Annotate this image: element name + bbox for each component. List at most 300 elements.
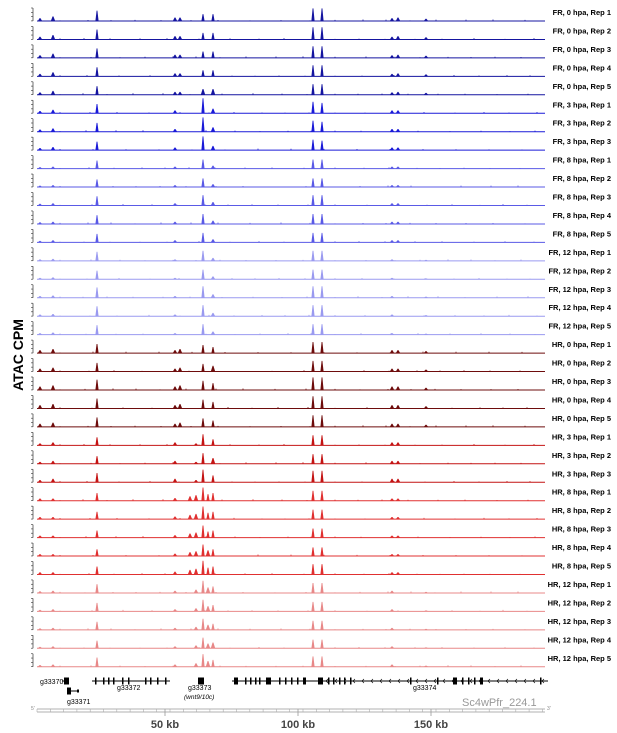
atac-peak xyxy=(424,388,428,390)
track-label: FR, 12 hpa, Rep 5 xyxy=(548,321,611,331)
track-row xyxy=(31,303,612,316)
atac-peak xyxy=(38,167,42,169)
atac-peak xyxy=(424,93,428,95)
atac-peak xyxy=(320,491,323,501)
atac-peak xyxy=(51,479,55,482)
atac-peak xyxy=(396,148,400,151)
track-label: FR, 0 hpa, Rep 1 xyxy=(552,8,611,17)
atac-peak xyxy=(38,498,42,500)
atac-peak xyxy=(201,487,204,500)
atac-peak xyxy=(396,498,400,500)
atac-peak xyxy=(311,214,314,224)
atac-peak xyxy=(311,621,314,630)
track-row xyxy=(31,229,611,242)
exon xyxy=(165,678,167,685)
atac-peak xyxy=(51,404,55,408)
atac-peak xyxy=(206,550,210,556)
atac-peak xyxy=(206,568,209,575)
atac-peak xyxy=(211,184,215,187)
atac-peak xyxy=(51,203,55,205)
atac-peak xyxy=(38,591,42,593)
atac-peak xyxy=(173,259,177,261)
atac-peak xyxy=(211,421,214,427)
track-label: FR, 12 hpa, Rep 2 xyxy=(548,266,611,276)
track-label: HR, 8 hpa, Rep 2 xyxy=(551,506,611,516)
atac-peak xyxy=(390,278,394,279)
atac-peak xyxy=(51,498,55,500)
atac-peak xyxy=(320,178,323,187)
atac-peak xyxy=(311,602,314,612)
track-label: HR, 8 hpa, Rep 1 xyxy=(551,487,611,497)
atac-peak xyxy=(396,479,400,482)
atac-peak xyxy=(173,278,177,279)
atac-peak xyxy=(211,52,214,58)
atac-peak xyxy=(396,240,400,242)
atac-peak xyxy=(390,148,394,151)
atac-peak xyxy=(38,259,42,261)
atac-peak xyxy=(95,399,98,409)
atac-peak xyxy=(396,55,400,58)
atac-peak xyxy=(311,251,314,261)
track-label: HR, 8 hpa, Rep 4 xyxy=(551,543,611,553)
atac-peak xyxy=(396,73,400,76)
atac-peak xyxy=(95,48,98,58)
atac-peak xyxy=(424,666,428,667)
track-label: FR, 12 hpa, Rep 4 xyxy=(548,303,611,313)
atac-peak xyxy=(390,296,394,298)
atac-peak xyxy=(320,103,323,113)
atac-peak xyxy=(320,8,323,21)
track-label: FR, 0 hpa, Rep 3 xyxy=(552,44,611,54)
atac-peak xyxy=(95,252,98,261)
atac-peak xyxy=(173,424,177,427)
atac-peak xyxy=(201,136,204,150)
atac-peak xyxy=(390,37,394,40)
track-row xyxy=(31,45,611,58)
exon xyxy=(108,678,110,685)
atac-peak xyxy=(320,656,323,666)
atac-peak xyxy=(95,234,98,242)
atac-peak xyxy=(38,554,42,556)
exon xyxy=(468,678,470,685)
atac-peak xyxy=(201,400,204,409)
atac-peak xyxy=(173,92,177,95)
atac-peak xyxy=(51,423,55,427)
atac-peak xyxy=(95,104,98,113)
atac-peak xyxy=(38,517,42,519)
atac-peak xyxy=(201,305,204,316)
atac-peak xyxy=(311,640,314,649)
atac-peak xyxy=(390,442,394,445)
atac-peak xyxy=(390,350,394,353)
gene-alias-g33373: (wnt9/10c) xyxy=(184,694,215,701)
atac-peak xyxy=(201,89,205,95)
atac-peak xyxy=(311,46,314,58)
atac-peak xyxy=(390,240,394,242)
atac-peak xyxy=(173,18,177,21)
atac-peak xyxy=(51,591,55,593)
atac-peak xyxy=(194,480,198,482)
atac-peak xyxy=(311,324,314,335)
atac-peak xyxy=(38,18,42,21)
track-row xyxy=(31,432,611,445)
atac-peak xyxy=(396,461,400,464)
atac-peak xyxy=(311,8,314,21)
atac-peak xyxy=(173,442,177,445)
atac-peak xyxy=(211,313,215,316)
atac-peak xyxy=(390,479,394,482)
atac-peak xyxy=(390,18,394,21)
atac-peak xyxy=(320,528,323,537)
atac-peak xyxy=(38,92,42,94)
atac-peak xyxy=(38,222,42,224)
track-label: FR, 3 hpa, Rep 2 xyxy=(552,118,611,128)
atac-peak xyxy=(95,287,98,297)
exon xyxy=(285,678,287,685)
atac-peak xyxy=(311,65,314,76)
exon xyxy=(266,678,271,685)
atac-peak xyxy=(51,240,55,242)
atac-peak xyxy=(173,315,177,317)
atac-peak xyxy=(38,241,42,243)
atac-peak xyxy=(390,591,394,593)
atac-peak xyxy=(51,35,55,39)
atac-peak xyxy=(320,195,323,205)
atac-peak xyxy=(38,129,42,131)
atac-peak xyxy=(396,110,400,113)
atac-peak xyxy=(320,547,323,556)
atac-peak xyxy=(194,514,198,519)
atac-peak xyxy=(95,437,98,445)
exon xyxy=(145,678,147,685)
exon xyxy=(437,678,439,685)
track-row xyxy=(31,63,612,76)
exon xyxy=(122,678,124,685)
atac-peak xyxy=(173,572,177,575)
atac-peak xyxy=(311,435,314,445)
atac-peak xyxy=(320,435,323,445)
atac-peak xyxy=(396,369,400,372)
atac-peak xyxy=(424,629,428,630)
exon xyxy=(453,678,457,685)
atac-peak xyxy=(51,517,55,519)
atac-peak xyxy=(320,305,323,316)
atac-peak xyxy=(320,602,323,612)
atac-peak xyxy=(95,641,98,649)
atac-peak xyxy=(424,315,428,316)
atac-peak xyxy=(173,203,177,205)
atac-peak xyxy=(173,350,177,353)
atac-peak xyxy=(390,74,394,77)
atac-peak xyxy=(51,72,55,76)
atac-peak xyxy=(38,462,42,464)
atac-peak xyxy=(424,19,428,21)
atac-peak xyxy=(396,129,400,132)
atac-peak xyxy=(320,361,323,372)
track-label: FR, 8 hpa, Rep 3 xyxy=(552,192,611,202)
atac-peak xyxy=(51,314,55,316)
atac-peak xyxy=(51,295,55,297)
atac-peak xyxy=(51,349,55,353)
atac-peak xyxy=(51,333,55,335)
atac-peak xyxy=(51,16,55,21)
atac-peak xyxy=(424,56,428,58)
atac-peak xyxy=(194,590,198,593)
atac-peak xyxy=(38,148,42,150)
track-label: HR, 12 hpa, Rep 1 xyxy=(547,579,611,589)
atac-peak xyxy=(194,627,198,630)
gene-label-g33371: g33371 xyxy=(67,699,91,706)
atac-peak xyxy=(390,333,394,335)
track-row xyxy=(31,248,611,261)
atac-peak xyxy=(173,222,177,224)
exon xyxy=(410,678,412,685)
exon xyxy=(95,678,97,685)
atac-peak xyxy=(320,342,323,353)
atac-peak xyxy=(178,404,182,408)
atac-peak xyxy=(173,554,177,556)
atac-peak xyxy=(211,531,214,538)
atac-peak xyxy=(206,625,210,630)
atac-peak xyxy=(38,647,42,648)
atac-peak xyxy=(396,167,400,169)
atac-peak xyxy=(173,517,177,520)
atac-peak xyxy=(390,536,394,538)
atac-peak xyxy=(38,350,42,353)
atac-peak xyxy=(173,479,177,482)
atac-peak xyxy=(201,270,204,280)
atac-peak xyxy=(51,554,55,556)
atac-peak xyxy=(396,222,400,224)
atac-peak xyxy=(311,27,314,39)
track-label: HR, 12 hpa, Rep 3 xyxy=(547,616,611,626)
track-row xyxy=(31,156,611,169)
atac-peak xyxy=(188,534,192,538)
atac-peak xyxy=(211,402,214,409)
atac-peak xyxy=(95,363,98,372)
atac-peak xyxy=(320,564,323,574)
atac-peak xyxy=(51,167,55,169)
track-row xyxy=(31,98,611,113)
atac-peak xyxy=(390,461,394,464)
atac-peak xyxy=(311,415,314,427)
atac-peak xyxy=(390,405,394,408)
atac-peak xyxy=(201,98,204,113)
atac-peak xyxy=(194,551,198,556)
track-row xyxy=(31,82,611,95)
atac-peak xyxy=(390,203,394,205)
atac-peak xyxy=(311,396,314,408)
track-row xyxy=(31,26,611,39)
atac-peak xyxy=(311,233,314,243)
atac-peak xyxy=(211,239,215,242)
atac-peak xyxy=(320,84,323,95)
atac-peak xyxy=(38,443,42,445)
track-label: FR, 3 hpa, Rep 1 xyxy=(552,100,611,110)
atac-peak xyxy=(201,470,204,483)
track-row xyxy=(31,543,612,556)
atac-peak xyxy=(424,351,428,353)
atac-peak xyxy=(51,110,55,113)
atac-peak xyxy=(201,381,204,390)
atac-peak xyxy=(95,67,98,76)
atac-peak xyxy=(38,387,42,390)
track-label: FR, 8 hpa, Rep 5 xyxy=(552,229,611,239)
atac-peak xyxy=(95,179,98,187)
atac-peak xyxy=(311,342,314,353)
atac-peak xyxy=(201,506,204,519)
track-row xyxy=(31,617,611,630)
atac-peak xyxy=(396,554,400,556)
atac-peak xyxy=(320,621,323,630)
atac-peak xyxy=(211,127,215,131)
atac-peak xyxy=(51,277,55,279)
track-label: HR, 12 hpa, Rep 4 xyxy=(547,635,611,645)
atac-peak xyxy=(95,215,98,224)
atac-peak xyxy=(51,91,55,95)
atac-peak xyxy=(95,473,98,482)
atac-peak xyxy=(424,425,428,427)
atac-peak xyxy=(390,222,394,224)
atac-peak xyxy=(51,259,55,261)
atac-peak xyxy=(95,493,98,501)
atac-peak xyxy=(95,123,98,132)
atac-peak xyxy=(38,296,42,298)
atac-peak xyxy=(211,660,214,667)
atac-peak xyxy=(51,185,55,187)
track-label: HR, 8 hpa, Rep 3 xyxy=(551,524,611,534)
atac-peak xyxy=(201,364,204,372)
atac-peak xyxy=(311,159,314,168)
atac-peak xyxy=(201,418,204,426)
track-row xyxy=(31,136,611,150)
atac-peak xyxy=(320,396,323,408)
atac-peak xyxy=(38,74,42,77)
atac-peak xyxy=(201,434,204,445)
atac-peak xyxy=(173,369,177,372)
atac-peak xyxy=(201,581,204,593)
atac-peak xyxy=(51,442,55,445)
atac-peak xyxy=(38,628,42,630)
atac-peak xyxy=(320,251,323,261)
atac-peak xyxy=(211,146,215,150)
atac-peak xyxy=(201,654,204,667)
strand-start-label: 5' xyxy=(31,706,35,712)
atac-peak xyxy=(201,561,204,575)
atac-peak xyxy=(51,646,55,648)
track-row xyxy=(31,598,611,611)
track-row xyxy=(31,451,611,464)
atac-peak xyxy=(390,259,394,261)
atac-peak xyxy=(311,454,314,464)
atac-peak xyxy=(38,536,42,538)
exon xyxy=(198,678,204,685)
atac-peak xyxy=(95,86,98,95)
atac-peak xyxy=(390,55,394,58)
atac-peak xyxy=(211,383,214,390)
atac-peak xyxy=(194,533,198,538)
atac-peak xyxy=(211,109,215,114)
atac-peak xyxy=(424,592,428,593)
atac-peak xyxy=(95,512,98,519)
gene-label-g33373: g33373 xyxy=(188,685,212,692)
atac-peak xyxy=(390,498,394,500)
atac-peak xyxy=(38,37,42,40)
atac-peak xyxy=(320,286,323,298)
atac-peak xyxy=(51,222,55,224)
atac-peak xyxy=(173,498,177,501)
track-label: FR, 8 hpa, Rep 1 xyxy=(552,155,611,165)
atac-peak xyxy=(38,610,42,612)
exon xyxy=(234,678,238,685)
atac-peak xyxy=(173,167,177,169)
exon xyxy=(128,678,130,685)
atac-peak xyxy=(390,167,394,169)
atac-peak xyxy=(320,640,323,649)
atac-peak xyxy=(211,294,215,297)
atac-peak xyxy=(390,129,394,132)
exon xyxy=(474,678,476,685)
exon xyxy=(113,678,115,685)
atac-peak xyxy=(211,439,214,445)
track-row xyxy=(31,322,611,335)
atac-peak xyxy=(424,406,428,408)
track-label: FR, 3 hpa, Rep 3 xyxy=(552,137,611,147)
track-row xyxy=(31,174,611,187)
atac-peak xyxy=(201,52,204,58)
atac-peak xyxy=(424,610,428,611)
atac-peak xyxy=(201,600,204,612)
atac-peak xyxy=(201,33,204,40)
atac-peak xyxy=(173,461,177,464)
exon xyxy=(77,690,79,693)
atac-peak xyxy=(51,368,55,372)
track-label: HR, 0 hpa, Rep 5 xyxy=(551,413,611,423)
atac-peak xyxy=(38,315,42,317)
track-row xyxy=(31,561,611,575)
atac-peak xyxy=(95,271,98,280)
atac-peak xyxy=(320,270,323,280)
track-label: HR, 3 hpa, Rep 3 xyxy=(551,469,611,479)
atac-peak xyxy=(311,102,314,114)
atac-peak xyxy=(311,510,314,520)
atac-peak xyxy=(320,510,323,520)
exon xyxy=(297,678,299,685)
atac-peak xyxy=(38,111,42,113)
atac-peak xyxy=(311,121,314,132)
exon xyxy=(333,678,335,685)
track-row xyxy=(31,635,612,648)
exon xyxy=(103,678,105,685)
atac-peak xyxy=(38,204,42,206)
atac-peak xyxy=(201,544,204,556)
atac-peak xyxy=(95,456,98,464)
atac-peak xyxy=(211,566,214,574)
atac-peak xyxy=(396,92,400,95)
atac-peak xyxy=(211,347,214,353)
atac-peak xyxy=(95,142,98,150)
atac-peak xyxy=(311,547,314,556)
atac-peak xyxy=(320,141,323,151)
atac-peak xyxy=(38,186,42,187)
atac-peak xyxy=(390,572,394,574)
atac-peak xyxy=(38,572,42,574)
atac-peak xyxy=(201,525,204,537)
atac-peak xyxy=(194,569,198,575)
atac-peak xyxy=(396,572,400,574)
atac-peak xyxy=(95,603,98,611)
track-label: FR, 0 hpa, Rep 5 xyxy=(552,81,611,91)
